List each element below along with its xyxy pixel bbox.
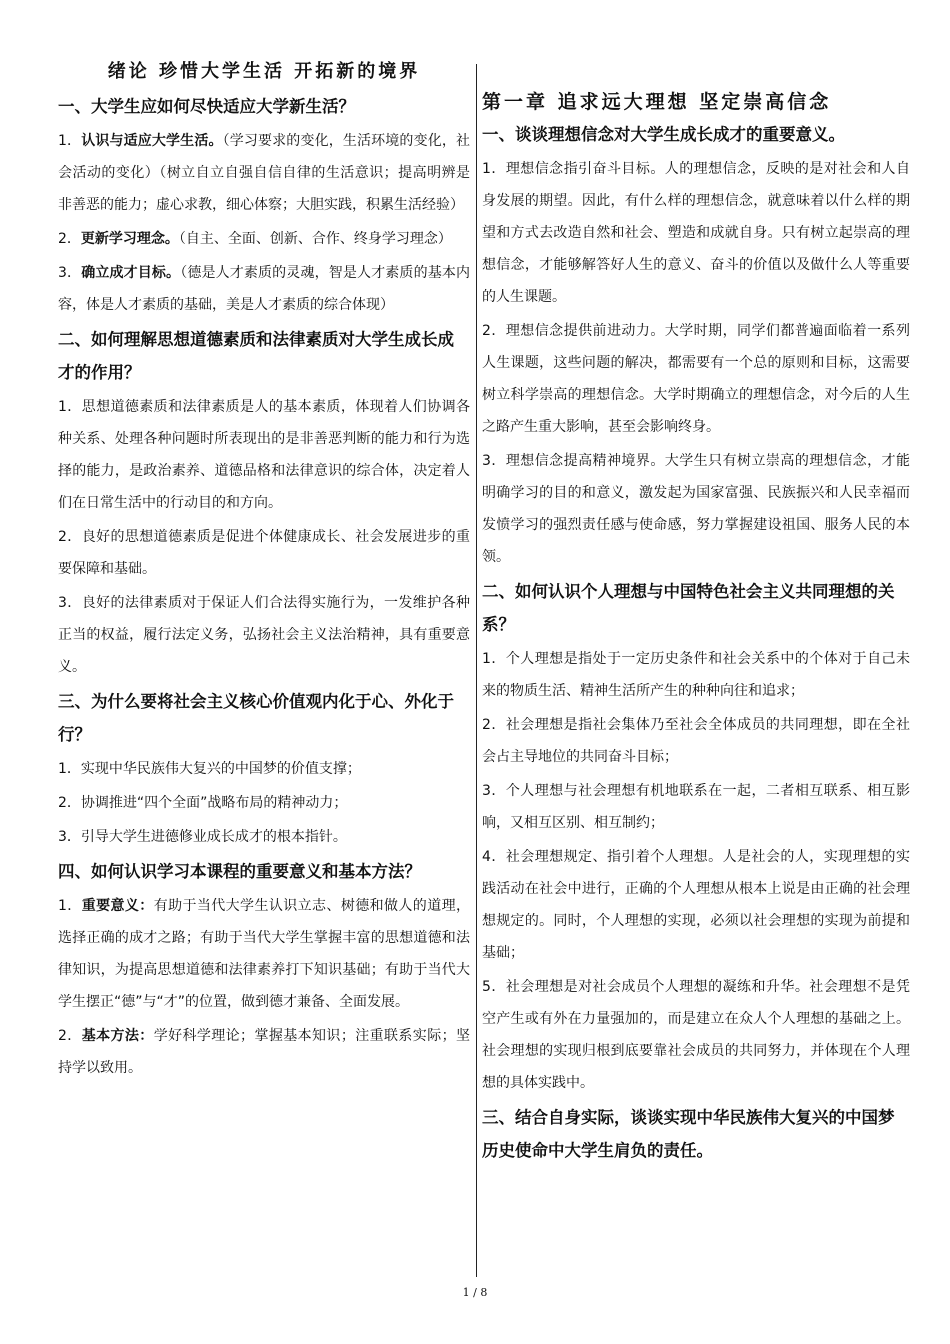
paragraph: 5．社会理想是对社会成员个人理想的凝练和升华。社会理想不是凭空产生或有外在力量强加的，而是建立在众人个人理想的基础之上。社会理想的实现归根到底要靠社会成员的共同努力，并体现在个人理想的具体实践中。 (482, 979, 910, 1091)
preface-title: 绪论 珍惜大学生活 开拓新的境界 (107, 61, 421, 82)
paragraph: 2．更新学习理念。（自主、全面、创新、合作、终身学习理念） (58, 231, 452, 247)
section-heading: 二、如何理解思想道德素质和法律素质对大学生成长成才的作用？ (58, 330, 454, 382)
paragraph: 3．良好的法律素质对于保证人们合法得实施行为，一发维护各种正当的权益，履行法定义务，弘扬社会主义法治精神，具有重要意义。 (58, 595, 470, 675)
paragraph: 4．社会理想规定、指引着个人理想。人是社会的人，实现理想的实践活动在社会中进行，正确的个人理想从根本上说是由正确的社会理想规定的。同时，个人理想的实现，必须以社会理想的实现为前提和基础； (482, 849, 910, 961)
paragraph: 3．确立成才目标。（德是人才素质的灵魂，智是人才素质的基本内容，体是人才素质的基础，美是人才素质的综合体现） (58, 265, 470, 313)
paragraph: 1．思想道德素质和法律素质是人的基本素质，体现着人们协调各种关系、处理各种问题时所表现出的是非善恶判断的能力和行为选择的能力，是政治素养、道德品格和法律意识的综合体，决定着人们在日常生活中的行动目的和方向。 (58, 399, 470, 511)
section-heading: 四、如何认识学习本课程的重要意义和基本方法？ (58, 862, 421, 881)
section-heading: 二、如何认识个人理想与中国特色社会主义共同理想的关系？ (482, 582, 895, 634)
paragraph: 1．认识与适应大学生活。（学习要求的变化，生活环境的变化，社会活动的变化）（树立自立自强自信自律的生活意识；提高明辨是非善恶的能力；虚心求教，细心体察；大胆实践，积累生活经验） (58, 133, 470, 213)
paragraph: 2．协调推进“四个全面”战略布局的精神动力； (58, 795, 348, 811)
paragraph: 2．基本方法：学好科学理论；掌握基本知识；注重联系实际；坚持学以致用。 (58, 1028, 470, 1076)
paragraph: 2．良好的思想道德素质是促进个体健康成长、社会发展进步的重要保障和基础。 (58, 529, 470, 577)
page-number: 1 / 8 (462, 1286, 488, 1299)
section-heading: 三、为什么要将社会主义核心价值观内化于心、外化于行？ (58, 692, 454, 744)
chapter-title: 第一章 追求远大理想 坚定崇高信念 (482, 91, 832, 113)
section-heading: 一、谈谈理想信念对大学生成长成才的重要意义。 (482, 125, 845, 144)
paragraph: 3．个人理想与社会理想有机地联系在一起，二者相互联系、相互影响，又相互区别、相互制约； (482, 783, 910, 831)
paragraph: 1．个人理想是指处于一定历史条件和社会关系中的个体对于自己未来的物质生活、精神生活所产生的种种向往和追求； (482, 651, 910, 699)
left-column (58, 58, 470, 1086)
paragraph: 2．社会理想是指社会集体乃至社会全体成员的共同理想，即在全社会占主导地位的共同奋斗目标； (482, 717, 910, 765)
paragraph: 1．理想信念指引奋斗目标。人的理想信念，反映的是对社会和人自身发展的期望。因此，有什么样的理想信念，就意味着以什么样的期望和方式去改造自然和社会、塑造和成就自身。只有树立起崇高的理想信念，才能够解答好人生的意义、奋斗的价值以及做什么人等重要的人生课题。 (482, 161, 910, 305)
section-heading: 三、结合自身实际，谈谈实现中华民族伟大复兴的中国梦历史使命中大学生肩负的责任。 (482, 1108, 895, 1160)
section-heading: 一、大学生应如何尽快适应大学新生活？ (58, 97, 355, 116)
paragraph: 2．理想信念提供前进动力。大学时期，同学们都普遍面临着一系列人生课题，这些问题的解决，都需要有一个总的原则和目标，这需要树立科学崇高的理想信念。大学时期确立的理想信念，对今后的人生之路产生重大影响，甚至会影响终身。 (482, 323, 910, 435)
column-divider (476, 64, 477, 1277)
paragraph: 1．重要意义：有助于当代大学生认识立志、树德和做人的道理，选择正确的成才之路；有助于当代大学生掌握丰富的思想道德和法律知识，为提高思想道德和法律素养打下知识基础；有助于当代大学生摆正“德”与“才”的位置，做到德才兼备、全面发展。 (58, 898, 470, 1010)
paragraph: 3．引导大学生进德修业成长成才的根本指针。 (58, 829, 347, 845)
right-column (482, 58, 910, 1167)
paragraph: 3．理想信念提高精神境界。大学生只有树立崇高的理想信念，才能明确学习的目的和意义，激发起为国家富强、民族振兴和人民幸福而发愤学习的强烈责任感与使命感，努力掌握建设祖国、服务人民的本领。 (482, 453, 910, 565)
paragraph: 1．实现中华民族伟大复兴的中国梦的价值支撑； (58, 761, 361, 777)
